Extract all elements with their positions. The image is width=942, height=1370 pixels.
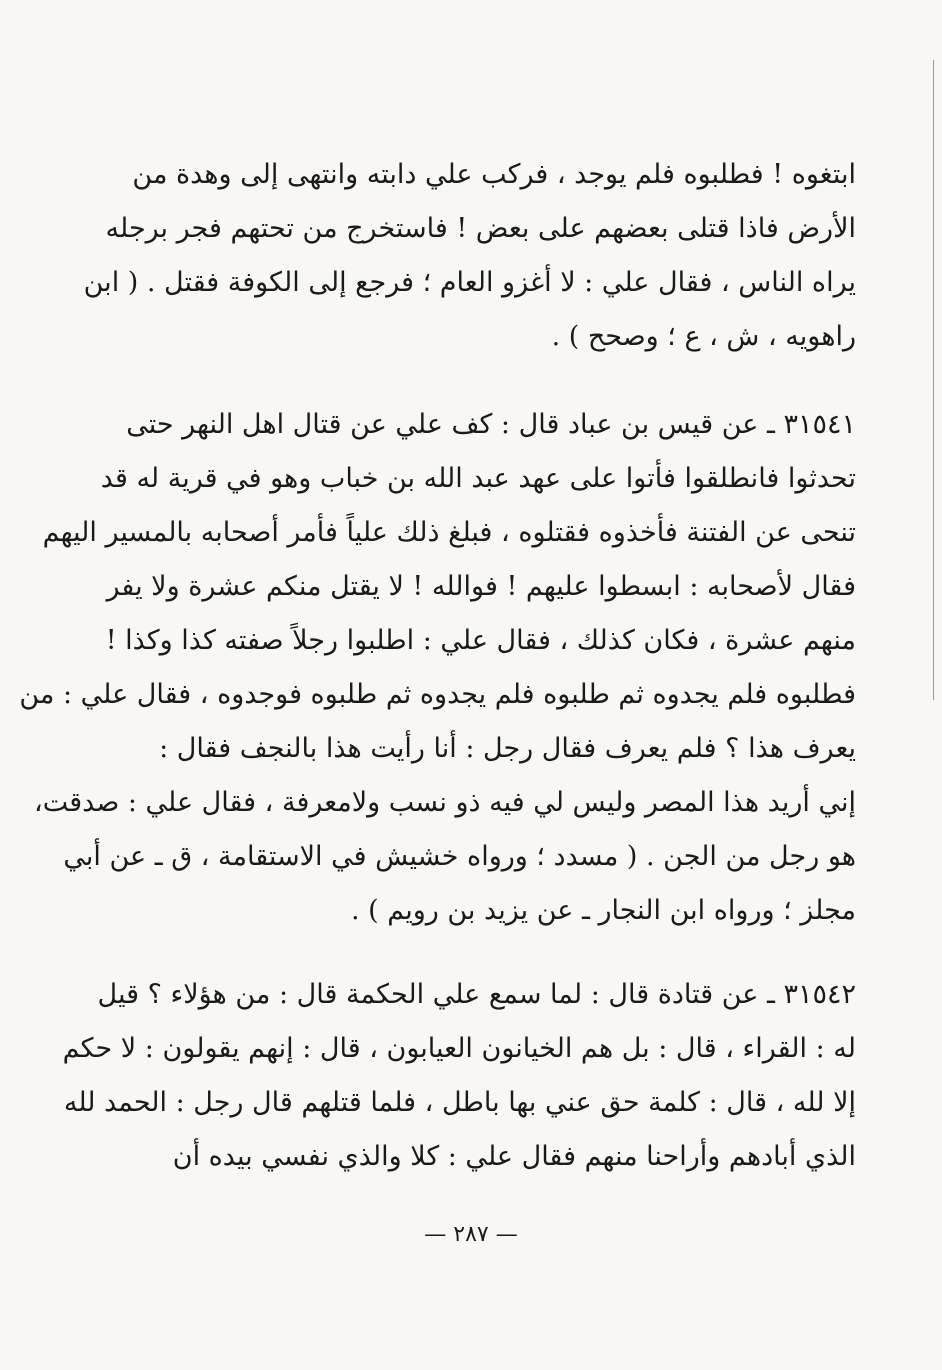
text-line: تحدثوا فانطلقوا فأتوا على عهد عبد الله بن خباب وهو في قرية له قد [100, 463, 856, 494]
text-line: مجلز ؛ ورواه ابن النجار ـ عن يزيد بن رويم ) . [350, 895, 856, 926]
text-line: منهم عشرة ، فكان كذلك ، فقال علي : اطلبوا رجلاً صفته كذا وكذا ! [105, 625, 856, 656]
text-line: فقال لأصحابه : ابسطوا عليهم ! فوالله ! لا يقتل منكم عشرة ولا يفر [106, 571, 856, 602]
text-line: يعرف هذا ؟ فلم يعرف فقال رجل : أنا رأيت هذا بالنجف فقال : [159, 733, 856, 764]
text-line: ٣١٥٤٢ ـ عن قتادة قال : لما سمع علي الحكمة قال : من هؤلاء ؟ قيل [97, 979, 856, 1010]
text-line: هو رجل من الجن . ( مسدد ؛ ورواه خشيش في الاستقامة ، ق ـ عن أبي [63, 841, 856, 872]
text-line: الذي أبادهم وأراحنا منهم فقال علي : كلا والذي نفسي بيده أن [172, 1141, 856, 1172]
text-line: يراه الناس ، فقال علي : لا أغزو العام ؛ فرجع إلى الكوفة فقتل . ( ابن [83, 267, 856, 298]
hadith-31541 [19, 398, 856, 938]
text-line: إلا لله ، قال : كلمة حق عني بها باطل ، فلما قتلهم قال رجل : الحمد لله [63, 1087, 856, 1118]
page-edge-line [933, 60, 934, 700]
text-line: فطلبوه فلم يجدوه ثم طلبوه فلم يجدوه ثم طلبوه فوجدوه ، فقال علي : من [19, 679, 856, 710]
text-line: ابتغوه ! فطلبوه فلم يوجد ، فركب علي دابته وانتهى إلى وهدة من [132, 159, 856, 190]
hadith-continuation [83, 148, 856, 364]
hadith-31542 [62, 968, 856, 1184]
page-number: — ٢٨٧ — [424, 1222, 518, 1247]
text-line: الأرض فاذا قتلى بعضهم على بعض ! فاستخرج من تحتهم فجر برجله [105, 213, 856, 244]
text-line: إني أريد هذا المصر وليس لي فيه ذو نسب ولامعرفة ، فقال علي : صدقت، [34, 787, 856, 818]
text-line: تنحى عن الفتنة فأخذوه فقتلوه ، فبلغ ذلك علياً فأمر أصحابه بالمسير اليهم [42, 517, 856, 548]
text-line: ٣١٥٤١ ـ عن قيس بن عباد قال : كف علي عن قتال اهل النهر حتى [126, 409, 856, 440]
text-line: راهويه ، ش ، ع ؛ وصحح ) . [551, 321, 856, 352]
text-line: له : القراء ، قال : بل هم الخيانون العيابون ، قال : إنهم يقولون : لا حكم [62, 1033, 856, 1064]
